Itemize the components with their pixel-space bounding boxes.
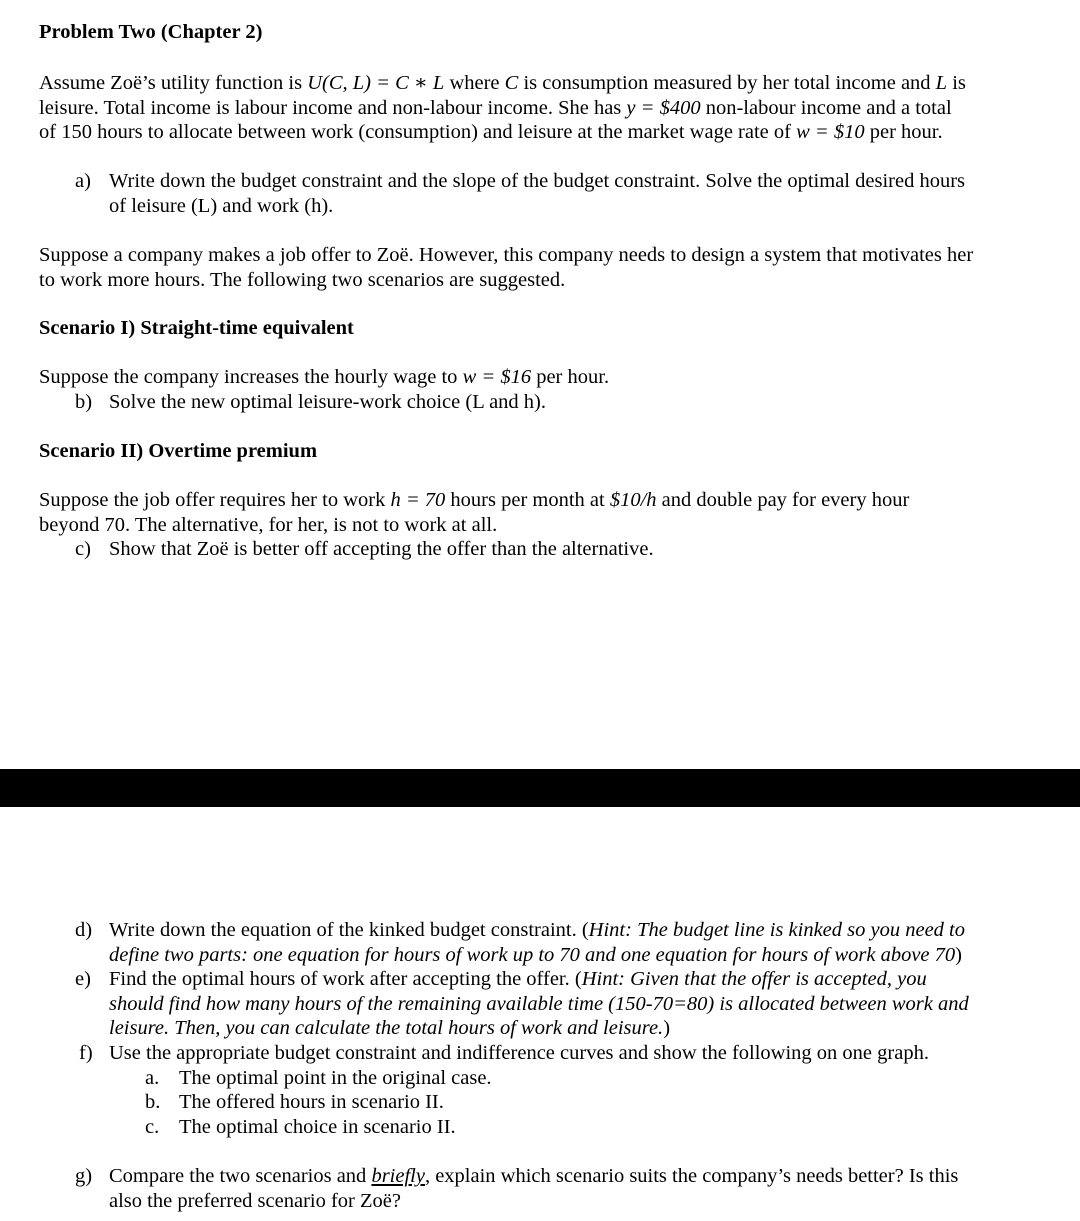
question-label: b) — [75, 391, 93, 413]
intro-line-3: of 150 hours to allocate between work (consumption) and leisure at the market wage rate of w = $10 per hour. — [39, 121, 943, 143]
question-label: g) — [75, 1165, 93, 1187]
intro-line-1: Assume Zoë’s utility function is U(C, L) = C ∗ L where C is consumption measured by her total income and L is — [39, 72, 966, 94]
question-label: c) — [75, 538, 91, 560]
scenario-1-text: Suppose the company increases the hourly wage to w = $16 per hour. — [39, 366, 610, 388]
scenario-2-text: Suppose the job offer requires her to work h = 70 hours per month at $10/h and double pay for every hour beyond 70. The alternative, for her, is not to work at all. — [39, 489, 910, 536]
page-title: Problem Two (Chapter 2) — [39, 21, 263, 43]
question-label: a) — [75, 170, 91, 192]
question-text: Write down the equation of the kinked budget constraint. (Hint: The budget line is kinked so you need to define two parts: one equation for hours of work up to 70 and one equation for hours of work above 70) — [109, 919, 965, 966]
question-text: Solve the new optimal leisure-work choice (L and h). — [109, 391, 547, 413]
question-text: Find the optimal hours of work after accepting the offer. (Hint: Given that the offer is accepted, you should find how many hours of the remaining available time (150-70=80) is allocated between work and leisure. Then, you can calculate the total hours of work and leisure.) — [109, 968, 969, 1039]
question-text: Use the appropriate budget constraint and indifference curves and show the following on one graph. — [109, 1042, 929, 1064]
company-paragraph: Suppose a company makes a job offer to Zoë. However, this company needs to design a system that motivates her to work more hours. The following two scenarios are suggested. — [39, 244, 974, 291]
intro-line-2: leisure. Total income is labour income and non-labour income. She has y = $400 non-labour income and a total — [39, 96, 952, 119]
question-text: Show that Zoë is better off accepting the offer than the alternative. — [109, 538, 654, 560]
black-divider-bar — [0, 769, 1080, 807]
question-text: Write down the budget constraint and the slope of the budget constraint. Solve the optimal desired hours of leisure (L) and work (h). — [109, 170, 965, 217]
question-text: Compare the two scenarios and briefly, explain which scenario suits the company’s needs better? Is this also the preferred scenario for Zoë? — [109, 1165, 959, 1212]
question-label: f) — [79, 1042, 93, 1064]
scenario-2-heading: Scenario II) Overtime premium — [39, 440, 318, 462]
question-label: e) — [75, 968, 91, 990]
question-label: d) — [75, 919, 93, 941]
scenario-1-heading: Scenario I) Straight-time equivalent — [39, 317, 354, 339]
intro-paragraph — [39, 71, 1039, 145]
